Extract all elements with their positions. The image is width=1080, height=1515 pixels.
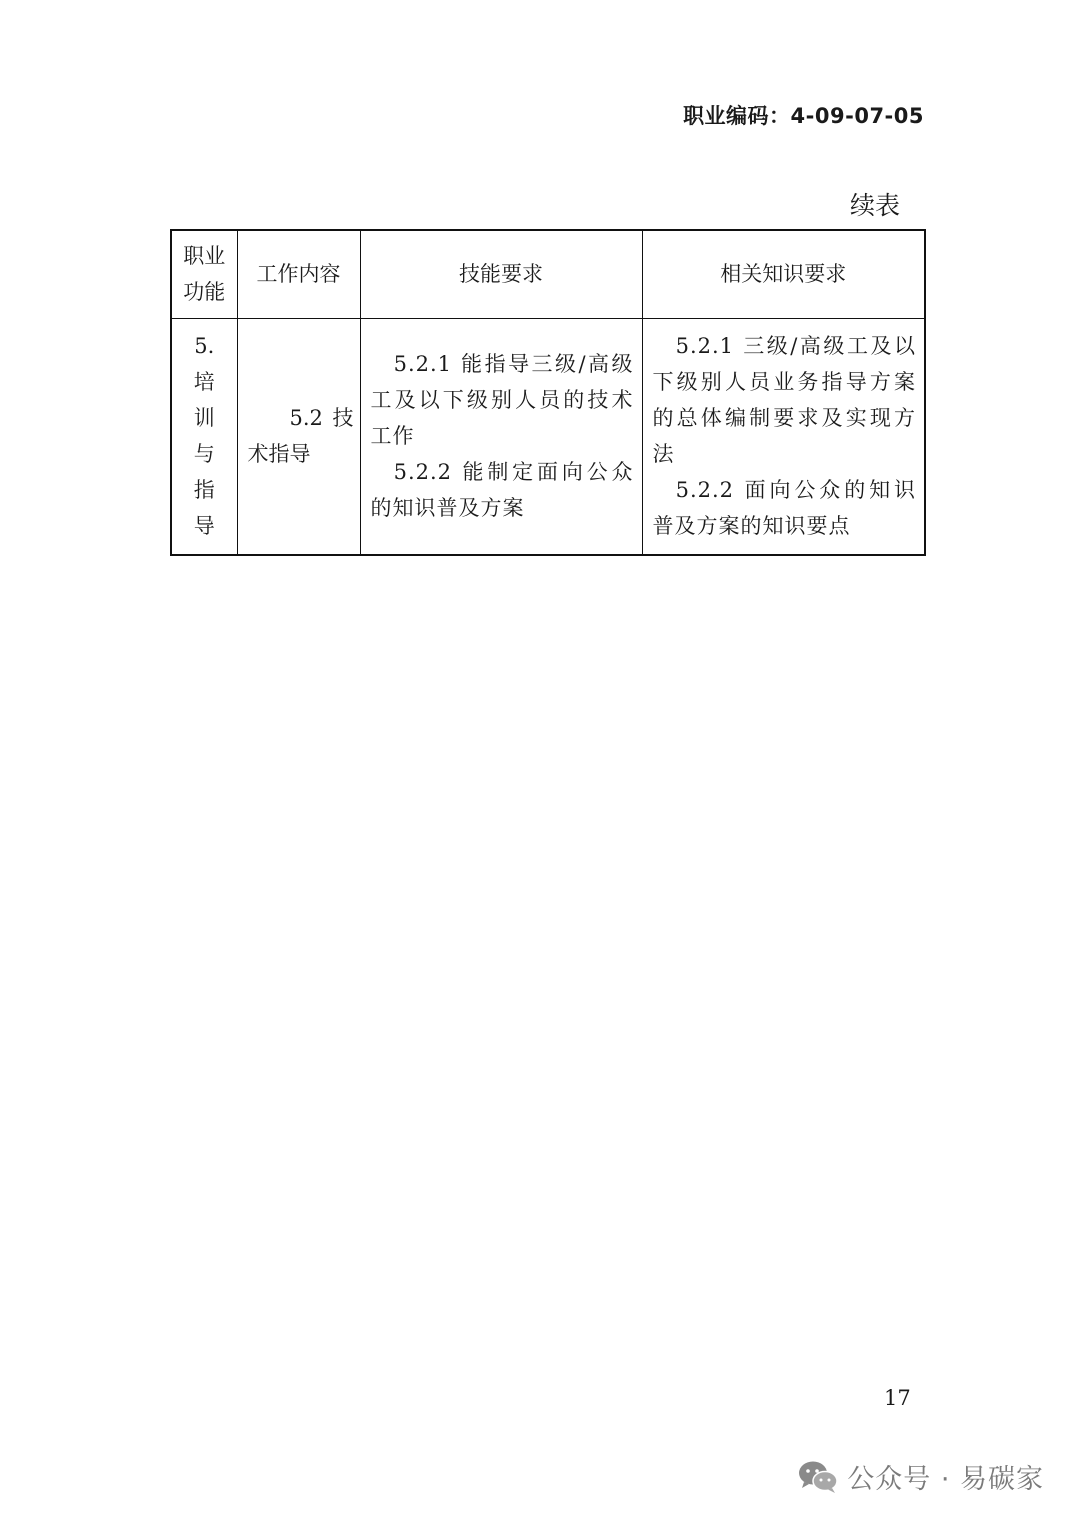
cell-knowledge-requirements [642,318,925,555]
watermark-text: 公众号 · 易碳家 [847,1464,1044,1495]
header-function-line2: 功能 [183,280,226,305]
cell-occupational-function [171,318,237,555]
header-function-line1: 职业 [183,244,226,269]
wechat-icon [797,1460,839,1494]
table-caption: 续表 [849,191,900,220]
function-char: 指 [193,478,215,503]
skill-item: 5.2.2 能制定面向公众的知识普及方案 [370,460,634,521]
knowledge-item: 5.2.1 三级/高级工及以下级别人员业务指导方案的总体编制要求及实现方法 [652,334,916,467]
knowledge-item: 5.2.2 面向公众的知识普及方案的知识要点 [652,478,916,539]
header-work-content: 工作内容 [237,230,360,318]
cell-work-content: 5.2 技术指导 [237,318,360,555]
header-occupational-function [171,230,237,318]
occupation-code: 职业编码：4-09-07-05 [683,104,924,128]
skill-item: 5.2.1 能指导三级/高级工及以下级别人员的技术工作 [370,352,634,449]
header-knowledge-requirements: 相关知识要求 [642,230,925,318]
table-row [171,318,925,555]
header-skill-requirements: 技能要求 [360,230,642,318]
skill-standard-table [170,229,926,556]
function-char: 培 [193,370,215,395]
table-header-row [171,230,925,318]
page-number: 17 [884,1386,911,1410]
function-char: 训 [193,406,215,431]
function-char: 5. [194,334,215,359]
watermark [797,1457,1044,1496]
function-char: 导 [193,514,215,539]
cell-skill-requirements [360,318,642,555]
function-char: 与 [193,442,215,467]
